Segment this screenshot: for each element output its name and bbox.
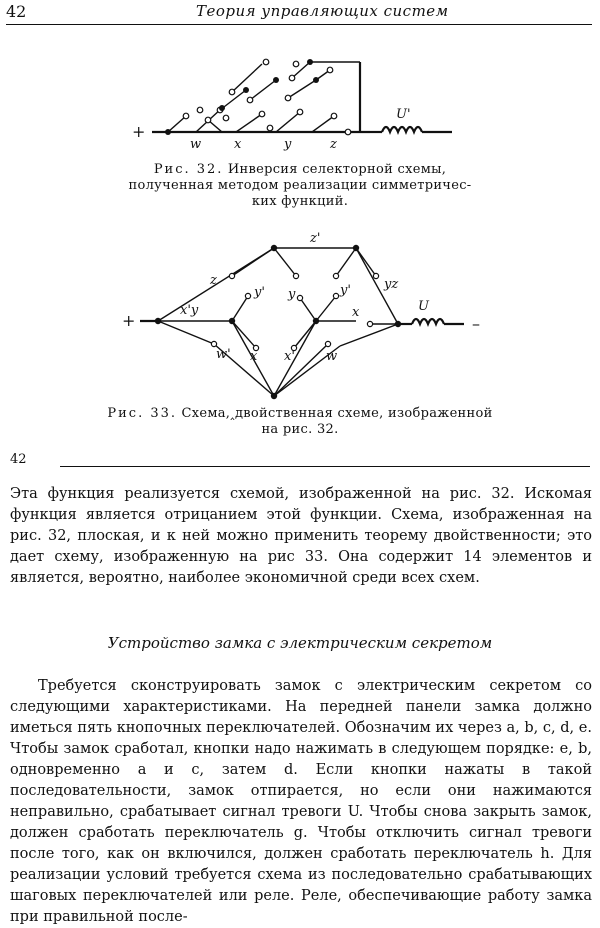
fig33-label-z: z: [210, 273, 217, 288]
fig33-wires: [140, 248, 398, 396]
fig33-label-yz: yz: [384, 277, 399, 292]
fig33-label-x-right: x: [352, 305, 360, 320]
fig33-coil: [398, 319, 464, 324]
fig33-label-x-prime: x': [284, 349, 295, 364]
fig32-coil: [370, 127, 452, 132]
page-separator: [60, 466, 590, 467]
figure-33-diagram: [0, 226, 600, 406]
figure-33-caption: [80, 406, 520, 438]
fig32-label-w: w: [190, 137, 202, 152]
paragraph-2-text: Требуется сконструировать замок с электрическим секретом со следующими характеристиками. На передней панели замка должно иметься пять кнопочных переключателей. Обозначим их через a, b, c, d, e. Чтобы замок сработал, кнопки надо нажимать в следующем порядке: e, b, одновременно a и c, затем d. Если кнопки нажаты в такой последовательности, замок отпирается, но если они нажимаются неправильно, срабатывает сигнал тревоги U. Чтобы снова закрыть замок, должен сработать переключатель g. Чтобы отключить сигнал тревоги после того, как он включился, должен сработать переключатель h. Для реализации условий требуется схема из последовательно срабатывающих шаговых переключателей или реле. Реле, обеспечивающие работу замка при правильной после-: [10, 678, 592, 925]
fig32-caption-label: Рис. 32.: [153, 162, 224, 177]
fig32-caption-line-2: полученная методом реализации симметричес-: [128, 178, 472, 193]
section-title: Устройство замка с электрическим секретом: [107, 634, 493, 652]
fig33-label-y-prime-right: y': [340, 283, 351, 298]
running-title: Теория управляющих систем: [196, 2, 449, 20]
fig33-label-x: x: [250, 349, 258, 364]
fig33-label-w: w: [326, 349, 338, 364]
fig32-label-z: z: [330, 137, 337, 152]
fig33-label-xpy: x'y: [180, 303, 199, 318]
fig33-label-U: U: [418, 299, 429, 314]
fig33-caption-label: Рис. 33.: [107, 406, 178, 421]
running-header: [6, 2, 592, 24]
fig33-minus-label: –: [472, 314, 480, 333]
page-number: 42: [6, 2, 27, 21]
fig33-caption-line-1: Схема,‸двойственная схеме, изображенной: [181, 406, 493, 421]
fig32-bus: [152, 62, 370, 132]
header-rule: [6, 24, 592, 25]
paragraph-1-text: Эта функция реализуется схемой, изображенной на рис. 32. Искомая функция является отрицанием этой функции. Схема, изображенная на рис. 32, плоская, и к ней можно применить теорему двойственности; это дает схему, изображенную на рис 33. Она содержит 14 элементов и является, вероятно, наиболее экономичной среди всех схем.: [10, 486, 592, 586]
fig32-label-x: x: [234, 137, 242, 152]
fig33-label-y: y: [288, 287, 296, 302]
fig33-nodes: [155, 245, 401, 399]
fig33-label-z-prime: z': [310, 231, 321, 246]
fig32-label-y: y: [284, 137, 292, 152]
fig32-caption-line-3: ких функций.: [251, 194, 349, 209]
footer-page-number: 42: [10, 452, 27, 467]
fig33-label-w-prime: w': [216, 347, 231, 362]
fig33-caption-line-2: на рис. 32.: [261, 422, 339, 437]
paragraph-2: [10, 676, 592, 928]
paragraph-1: [10, 484, 592, 589]
fig33-plus-label: +: [122, 311, 136, 330]
fig32-plus-label: +: [132, 122, 146, 141]
figure-32-diagram: [0, 40, 600, 160]
fig32-caption-line-1: Инверсия селекторной схемы,: [227, 162, 447, 177]
figure-32-caption: [110, 162, 490, 210]
fig32-label-U: U': [396, 107, 411, 122]
fig33-label-y-prime-left: y': [254, 285, 265, 300]
